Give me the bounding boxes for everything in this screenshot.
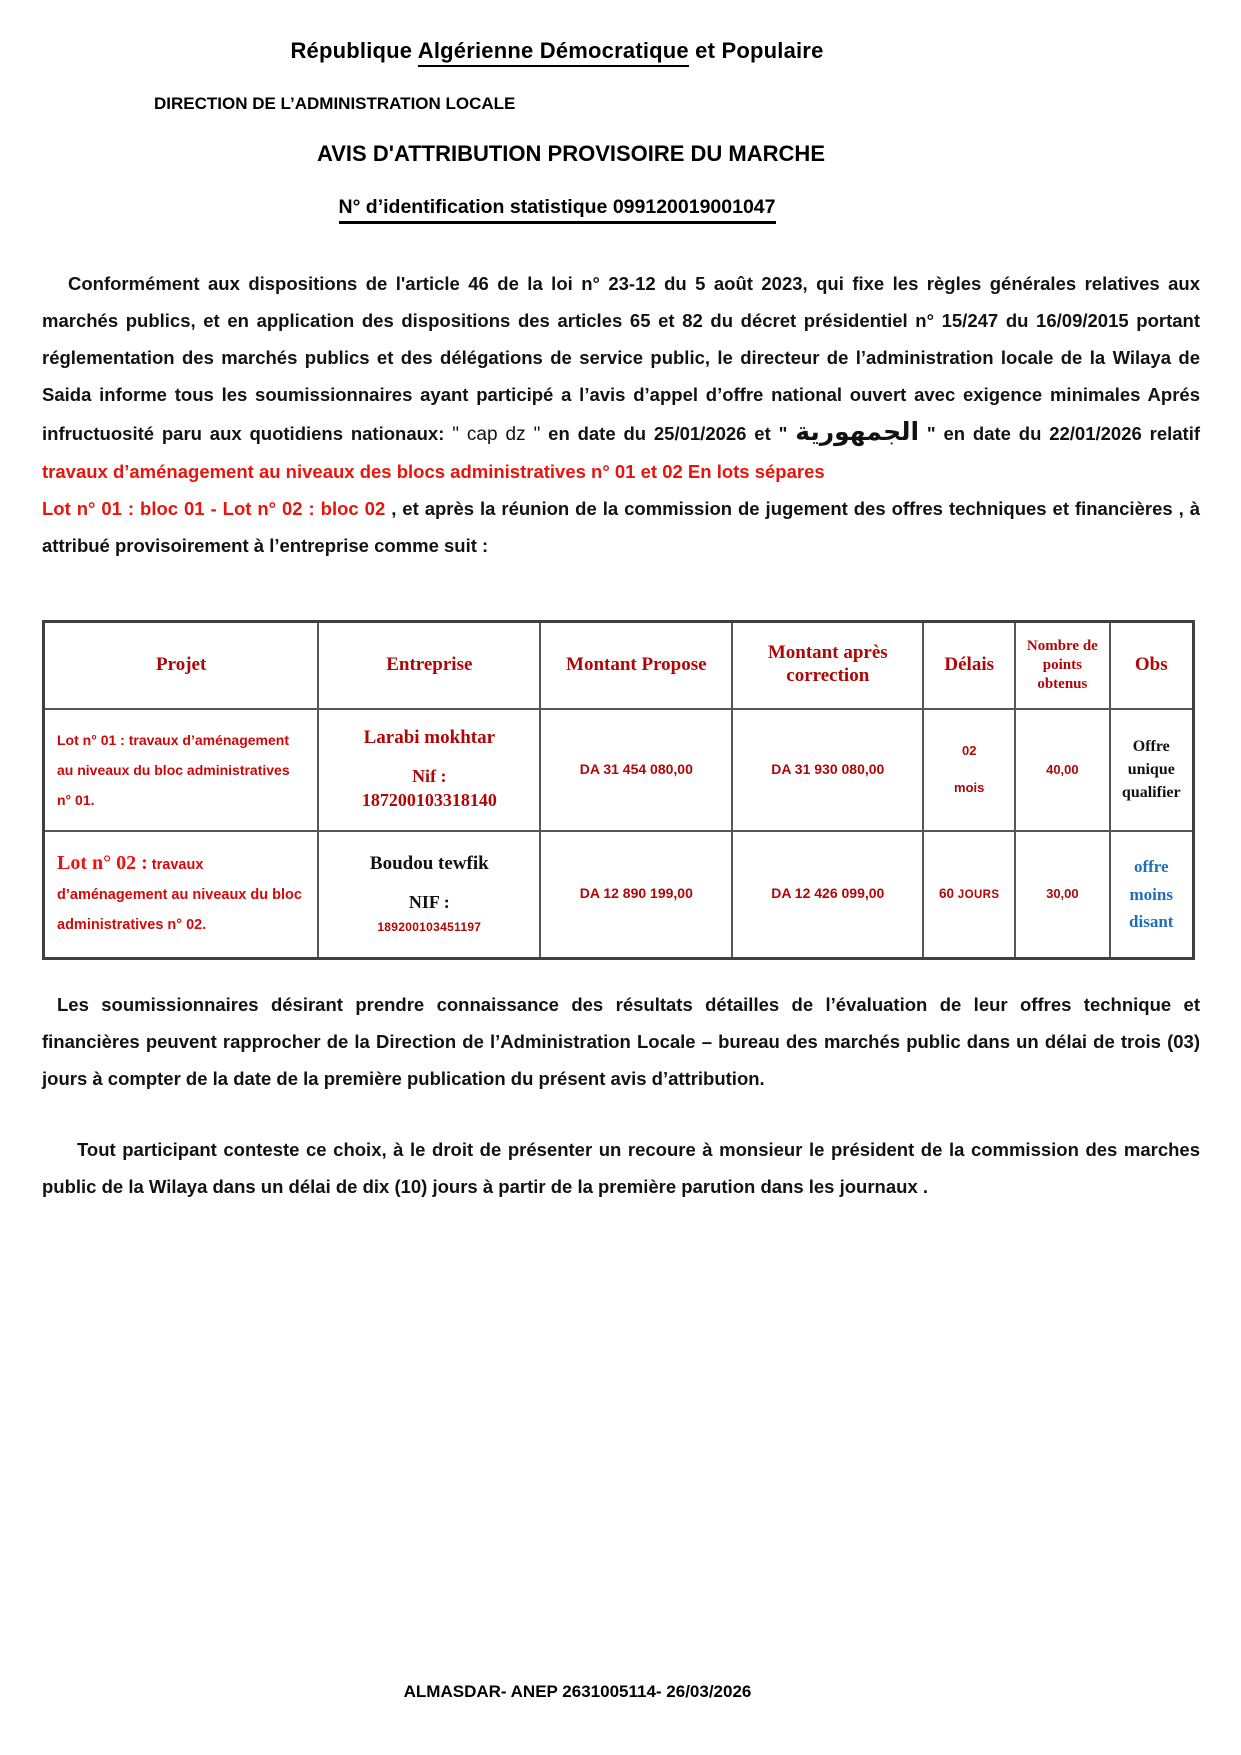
lot2-entreprise-name: Boudou tewfik — [369, 852, 489, 874]
header-delais: Délais — [923, 622, 1015, 709]
lot2-nif — [323, 891, 535, 936]
lot2-delais-cell — [923, 831, 1015, 959]
lot1-nif — [323, 765, 535, 812]
lots-black-bold-2: provisoirement à l’entreprise comme suit : — [114, 535, 489, 556]
header-montant-propose: Montant Propose — [540, 622, 732, 709]
lot2-entreprise-cell — [318, 831, 540, 959]
page-title — [42, 38, 1200, 64]
intro-red-object: travaux d’aménagement au niveaux des blocs administratives n° 01 et 02 En lots sépares — [42, 461, 825, 482]
title-pre: République — [290, 38, 418, 63]
intro-black-2: en date du 25/01/2026 et " — [540, 423, 796, 444]
lots-black-2: , à attribué — [42, 498, 1200, 556]
paragraph-recours: Tout participant conteste ce choix, à le droit de présenter un recoure à monsieur le président de la commission des marches public de la Wilaya dans un délai de dix (10) jours à partir de la première parution dans les journaux . — [42, 1139, 1200, 1197]
lot1-obs-cell — [1110, 709, 1194, 831]
table-row-lot1 — [44, 709, 1194, 831]
lot2-nif-number: 189200103451197 — [377, 920, 482, 935]
lots-black-1: , et après la réunion de la commission de jugement des offres — [385, 498, 949, 519]
intro-black-3: " en date du 22/01/2026 relatif — [919, 423, 1201, 444]
lot1-points-cell — [1015, 709, 1109, 831]
lot1-entreprise-cell — [318, 709, 540, 831]
header-entreprise: Entreprise — [318, 622, 540, 709]
lot2-projet-title: Lot n° 02 : — [57, 852, 148, 875]
lot1-projet-cell — [44, 709, 319, 831]
lot1-points: 40,00 — [1046, 761, 1079, 777]
header-montant-correction: Montant après correction — [732, 622, 923, 709]
lot1-entreprise-name: Larabi mokhtar — [363, 727, 496, 749]
lot1-delais-unit: mois — [954, 779, 985, 795]
lot1-delais — [924, 744, 1014, 795]
lots-black-bold-1: techniques et financières — [948, 498, 1173, 519]
statistic-id-line — [42, 196, 1200, 219]
header-obs: Obs — [1110, 622, 1194, 709]
intro-arabic-word: الجمهورية — [795, 417, 920, 446]
lot1-montant-propose: DA 31 454 080,00 — [579, 760, 693, 777]
direction-line: DIRECTION DE L’ADMINISTRATION LOCALE — [154, 94, 516, 113]
lot1-delais-cell — [923, 709, 1015, 831]
lot1-delais-value: 02 — [961, 743, 977, 759]
lot1-obs: Offre unique qualifier — [1121, 737, 1181, 802]
attribution-table — [42, 620, 1195, 960]
header-points: Nombre de points obtenus — [1015, 622, 1109, 709]
footer-anep: ALMASDAR- ANEP 2631005114- 26/03/2026 — [403, 1682, 752, 1701]
lot2-montant-propose-cell — [540, 831, 732, 959]
lot2-delais-value: 60 — [939, 886, 955, 902]
title-post: et Populaire — [688, 38, 824, 63]
lot2-points-cell — [1015, 831, 1109, 959]
intro-black-1: Conformément aux dispositions de l'article 46 de la loi n° 23-12 du 5 août 2023, qui fixe les règles générales relatives aux marchés publics, et en application des dispositions des articles 65 et 82 du décret présidentiel n° 15/247 du 16/09/2015 portant réglementation des marchés publics et des délégations de service public, le directeur de l’administration locale de la Wilaya de Saida informe tous les soumissionnaires ayant participé a l’avis d’appel d’offre national ouvert avec exigence minimales Aprés infructuosité paru aux quotidiens nationaux: — [42, 273, 1200, 444]
lot1-nif-label: Nif : — [412, 766, 447, 787]
title-underlined: Algérienne Démocratique — [418, 38, 689, 67]
lot2-montant-propose: DA 12 890 199,00 — [579, 885, 693, 902]
lot2-obs-cell — [1110, 831, 1194, 959]
lot1-nif-number: 187200103318140 — [361, 789, 497, 810]
lot1-projet-text: Lot n° 01 : travaux d’aménagement au niveaux du bloc administratives n° 01. — [57, 731, 290, 808]
statistic-id-text: N° d’identification statistique 099120019001047 — [339, 196, 776, 224]
lot2-nif-label: NIF : — [408, 891, 450, 912]
lot2-obs: offre moins disant — [1129, 857, 1174, 931]
lot2-montant-correction-cell — [732, 831, 923, 959]
intro-quote-capdz: " cap dz " — [452, 424, 541, 445]
lot2-delais-unit: JOURS — [957, 889, 1000, 902]
table-row-lot2 — [44, 831, 1194, 959]
lots-red-list: Lot n° 01 : bloc 01 - Lot n° 02 : bloc 02 — [42, 498, 386, 519]
header-projet: Projet — [44, 622, 319, 709]
lot1-montant-correction-cell — [732, 709, 923, 831]
table-header-row — [44, 622, 1194, 709]
avis-title: AVIS D'ATTRIBUTION PROVISOIRE DU MARCHE — [317, 141, 825, 166]
lot2-delais — [939, 886, 999, 901]
lot1-montant-propose-cell — [540, 709, 732, 831]
lot2-projet-text — [57, 852, 302, 934]
lot2-projet-cell — [44, 831, 319, 959]
lot1-montant-correction: DA 31 930 080,00 — [771, 760, 885, 777]
lot2-montant-correction: DA 12 426 099,00 — [771, 885, 885, 902]
paragraph-lots — [42, 490, 1200, 564]
paragraph-results: Les soumissionnaires désirant prendre connaissance des résultats détailles de l’évaluation de leur offres technique et financières peuvent rapprocher de la Direction de l’Administration Locale – bureau des marchés public dans un délai de trois (03) jours à compter de la date de la première publication du présent avis d’attribution. — [42, 994, 1200, 1089]
paragraph-intro — [42, 265, 1200, 490]
lot2-points: 30,00 — [1046, 886, 1079, 902]
lot2-projet-rest: travaux d’aménagement au niveaux du bloc administratives n° 02. — [57, 857, 302, 934]
